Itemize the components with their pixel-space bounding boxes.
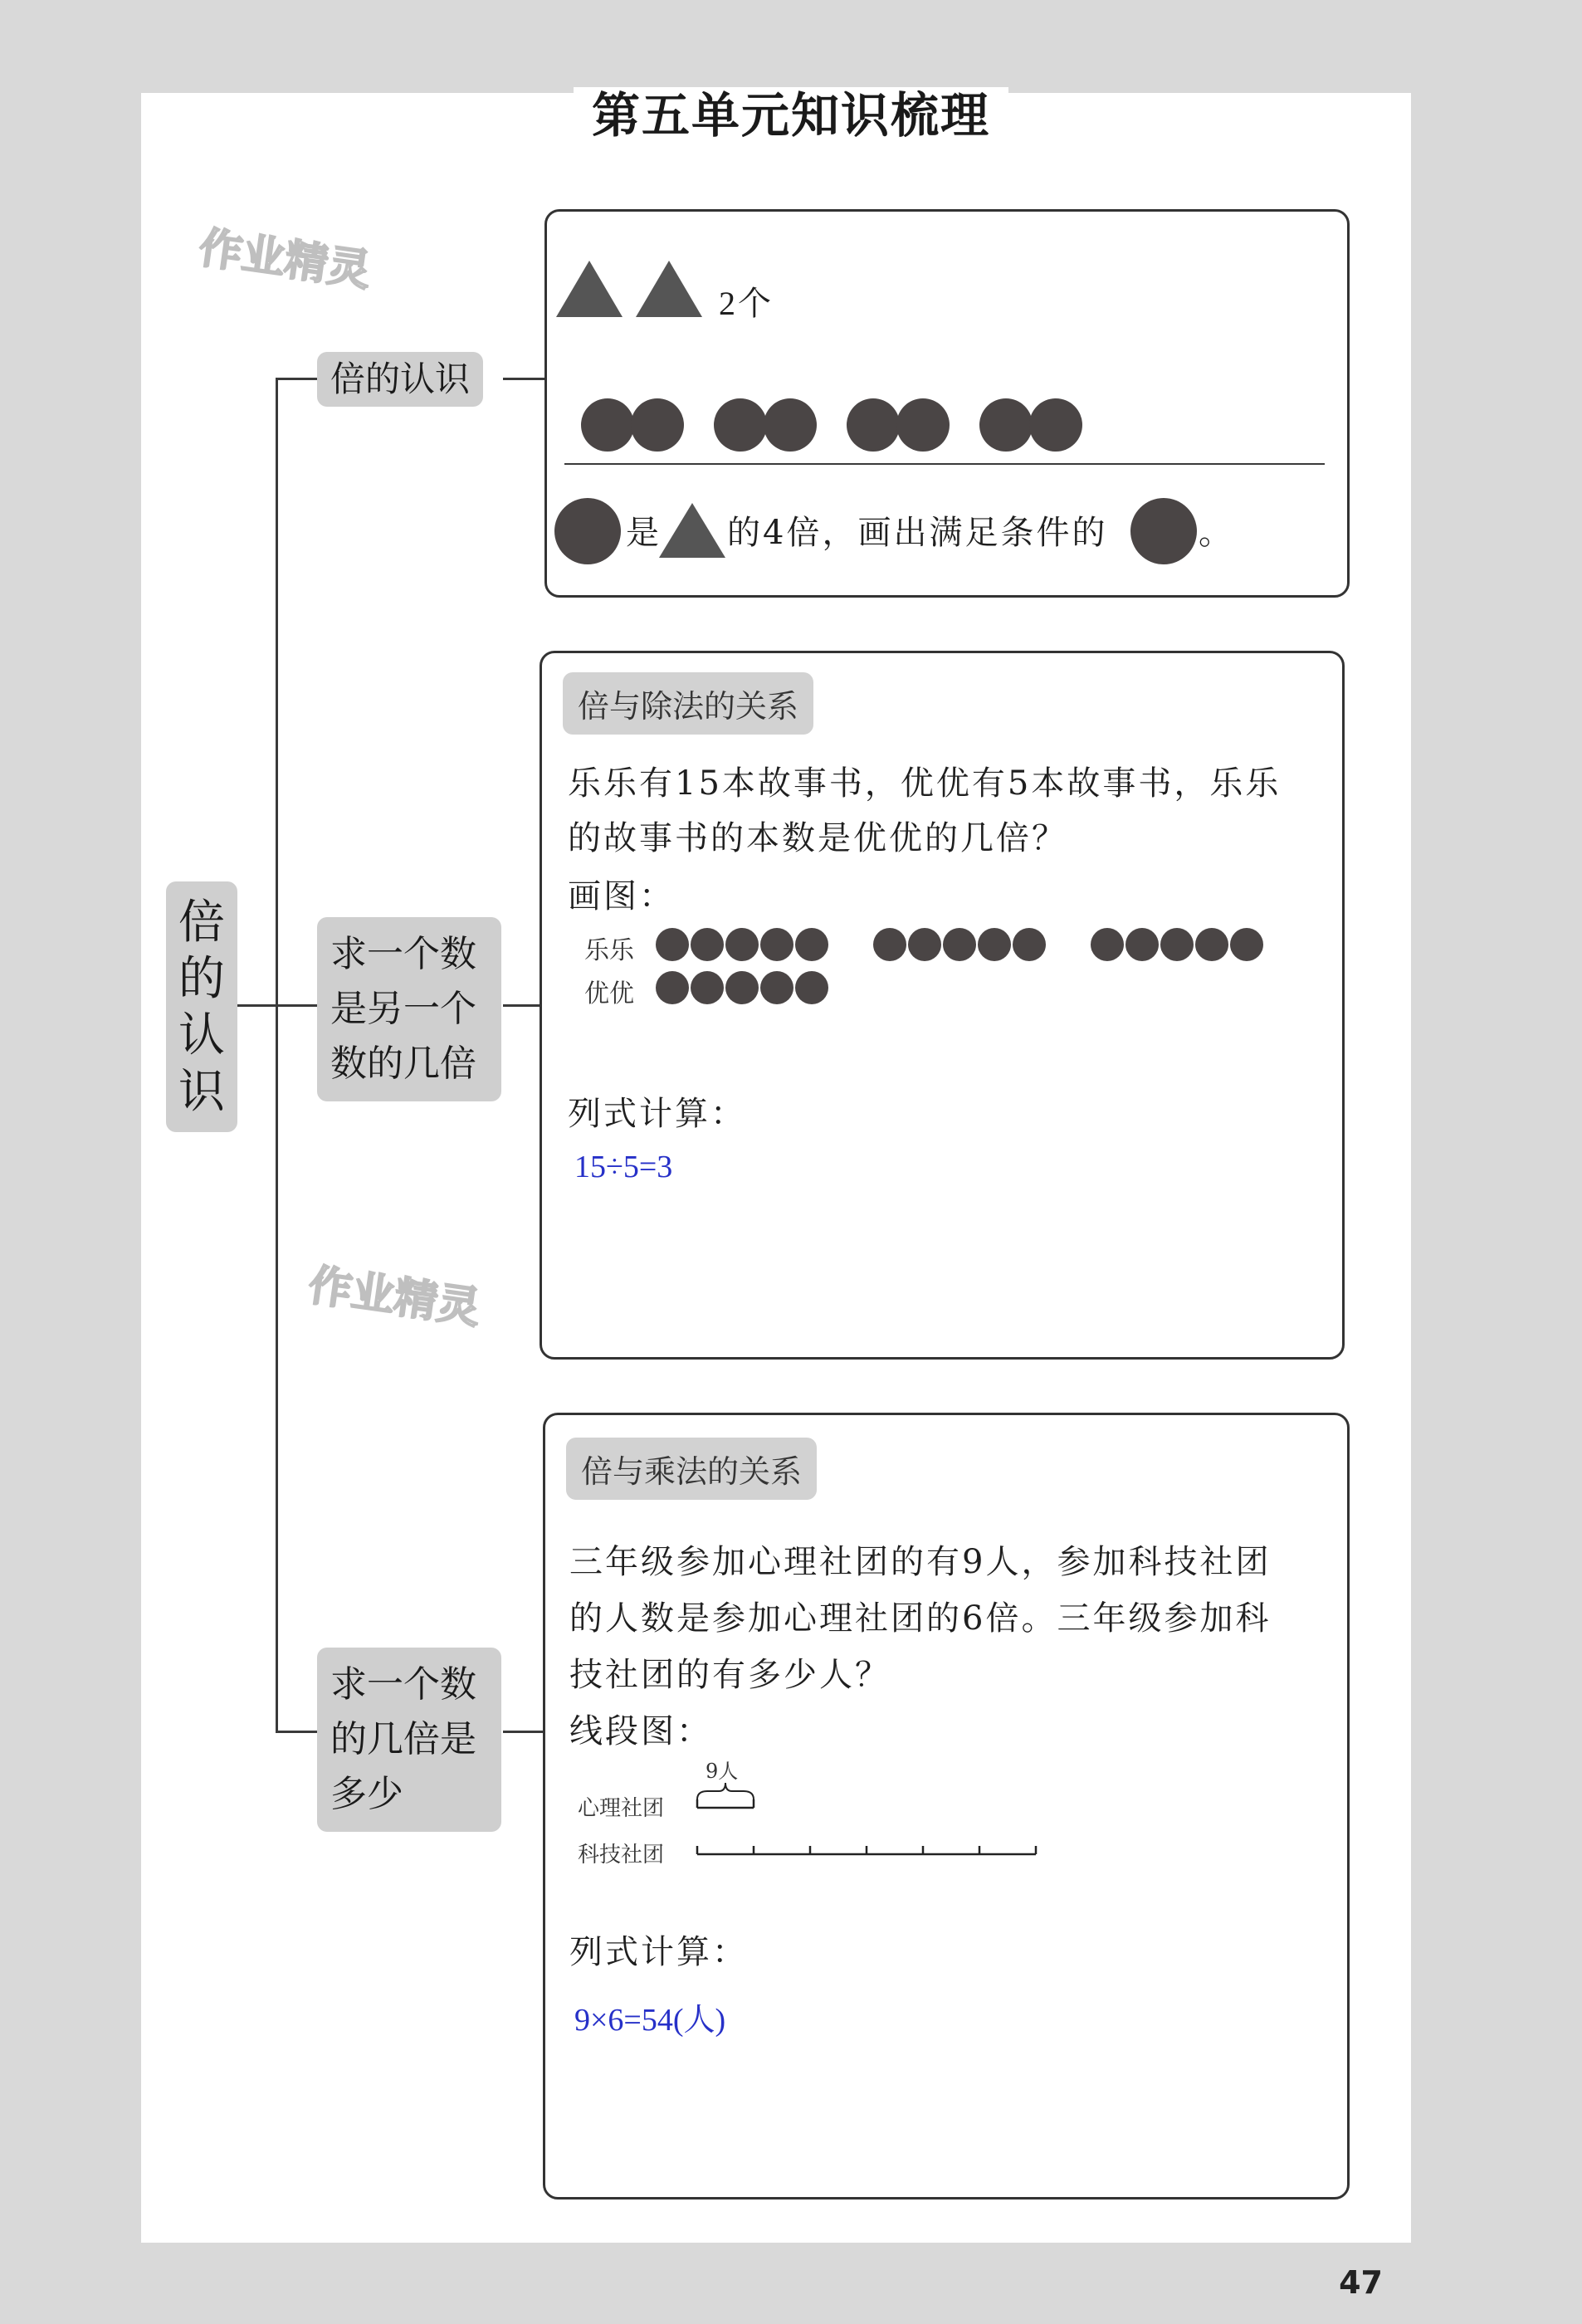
circle-icon [656,971,689,1004]
multiplication-relation-tag: 倍与乘法的关系 [566,1438,817,1500]
triangle-count-label: 2个 [719,285,774,322]
calc-label: 列式计算： [568,1095,746,1133]
triangle-icon [659,503,725,558]
tree-branch-line [276,378,319,380]
branch-line-text: 求一个数 [330,933,476,975]
prompt-text: 的4倍，画出满足条件的 [727,514,1108,552]
branch-line-text: 数的几倍 [330,1042,476,1085]
root-char: 倍 [178,896,225,950]
circle-icon [656,928,689,961]
circle-icon [725,928,759,961]
draw-label: 画图： [568,877,675,915]
watermark: 作业精灵 [305,1260,484,1335]
circle-icon [847,398,900,452]
circle-icon [1125,928,1159,961]
row-label-tech: 科技社团 [578,1843,665,1868]
circle-icon [764,398,817,452]
tree-connector-line [503,1731,546,1733]
circle-icon [943,928,976,961]
root-topic-tag [166,881,237,1132]
circle-icon [1029,398,1082,452]
circle-icon [1130,498,1197,564]
line-segment-diagram [681,1776,1046,1868]
row-label-youyou: 优优 [584,979,634,1008]
circle-icon [1160,928,1194,961]
calc-label: 列式计算： [569,1933,748,1971]
problem-text: 的故事书的本数是优优的几倍？ [568,819,1067,857]
circle-icon [691,928,724,961]
circle-icon [795,971,828,1004]
triangle-icon [636,261,702,317]
watermark: 作业精灵 [196,222,374,297]
prompt-text-end: 。 [1199,514,1234,552]
branch-tag-multiple-of [317,1648,501,1832]
circle-icon [760,928,793,961]
circle-icon [795,928,828,961]
tree-trunk-line [276,378,278,1732]
tree-branch-line [276,1004,319,1007]
circle-icon [581,398,634,452]
branch-tag-concept: 倍的认识 [317,352,483,407]
triangle-icon [556,261,623,317]
circle-icon [631,398,684,452]
circle-icon [908,928,941,961]
prompt-text-is: 是 [626,514,662,552]
circle-icon [691,971,724,1004]
row-label-lele: 乐乐 [584,936,634,965]
tree-connector-line [503,1004,543,1007]
row-label-psych: 心理社团 [578,1796,665,1821]
diagram-label: 线段图： [569,1712,712,1750]
branch-line-text: 求一个数 [330,1663,476,1706]
circle-icon [979,398,1033,452]
circle-icon [1013,928,1046,961]
tree-connector-line [503,378,546,380]
branch-tag-how-many-times [317,917,501,1101]
brace-mark [697,1783,754,1799]
root-char: 识 [178,1065,225,1119]
page-title: 第五单元知识梳理 [0,76,1582,146]
divider-line [564,463,1325,465]
root-char: 认 [178,1008,225,1062]
circle-icon [1195,928,1228,961]
root-char: 的 [178,952,225,1006]
problem-text: 三年级参加心理社团的有9人，参加科技社团 [569,1543,1272,1581]
circle-icon [978,928,1011,961]
circle-icon [873,928,906,961]
circle-icon [760,971,793,1004]
circle-icon [725,971,759,1004]
division-relation-tag: 倍与除法的关系 [563,672,813,735]
branch-line-text: 的几倍是 [330,1718,476,1760]
circle-icon [554,498,621,564]
circle-icon [896,398,950,452]
answer-text: 15÷5=3 [574,1150,673,1184]
problem-text: 技社团的有多少人？ [569,1656,891,1694]
answer-text: 9×6=54(人) [574,2003,726,2038]
page-number: 47 [1339,2264,1383,2301]
tree-branch-line [276,1731,319,1733]
problem-text: 乐乐有15本故事书，优优有5本故事书，乐乐 [568,764,1282,803]
circle-icon [1091,928,1124,961]
branch-line-text: 多少 [330,1773,403,1815]
circle-icon [1230,928,1263,961]
branch-line-text: 是另一个 [330,988,476,1030]
brace-label: 9人 [706,1760,739,1783]
circle-icon [714,398,767,452]
problem-text: 的人数是参加心理社团的6倍。三年级参加科 [569,1599,1272,1638]
tree-root-line [237,1004,277,1007]
